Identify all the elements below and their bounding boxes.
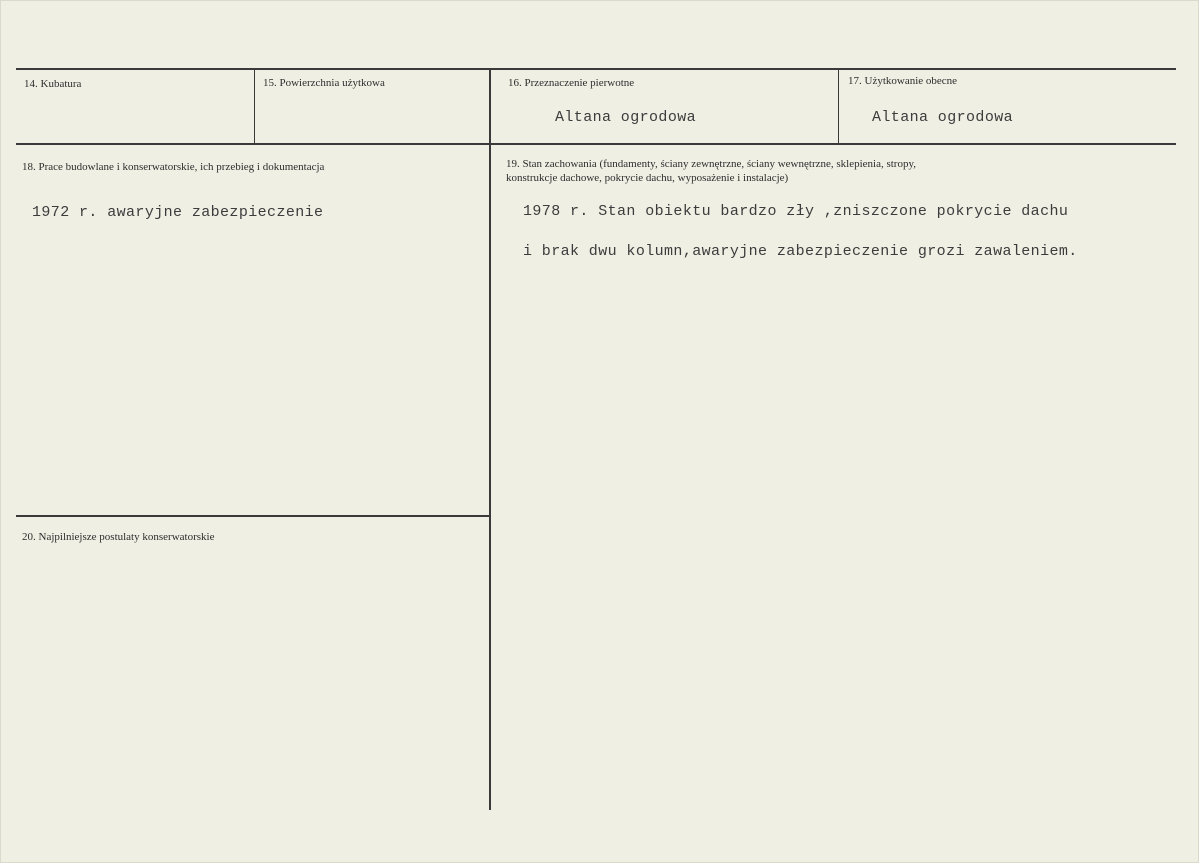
field-16-value: Altana ogrodowa [555,109,697,126]
field-17-value: Altana ogrodowa [872,109,1014,126]
field-15-label: 15. Powierzchnia użytkowa [263,77,385,89]
field-19-label-line1: 19. Stan zachowania (fundamenty, ściany zewnętrzne, ściany wewnętrzne, sklepienia, stropy, [506,158,917,170]
field-17-label: 17. Użytkowanie obecne [848,75,958,87]
field-16-label: 16. Przeznaczenie pierwotne [508,77,635,89]
top-rule [16,68,1176,70]
field-20-label: 20. Najpilniejsze postulaty konserwatorskie [22,531,215,543]
field-19-value-line2: i brak dwu kolumn,awaryjne zabezpieczenie grozi zawaleniem. [523,243,1078,260]
field-19-value-line1: 1978 r. Stan obiektu bardzo zły ,zniszczone pokrycie dachu [523,203,1069,220]
rule-18-20 [16,515,490,517]
vdiv-15-16 [489,69,491,810]
field-14-label: 14. Kubatura [24,78,82,90]
vdiv-16-17 [838,69,839,144]
field-18-value: 1972 r. awaryjne zabezpieczenie [32,204,324,221]
vdiv-14-15 [254,69,255,144]
field-18-label: 18. Prace budowlane i konserwatorskie, ich przebieg i dokumentacja [22,161,325,173]
row1-bottom-rule [16,143,1176,145]
field-19-label-line2: konstrukcje dachowe, pokrycie dachu, wyposażenie i instalacje) [506,172,789,184]
